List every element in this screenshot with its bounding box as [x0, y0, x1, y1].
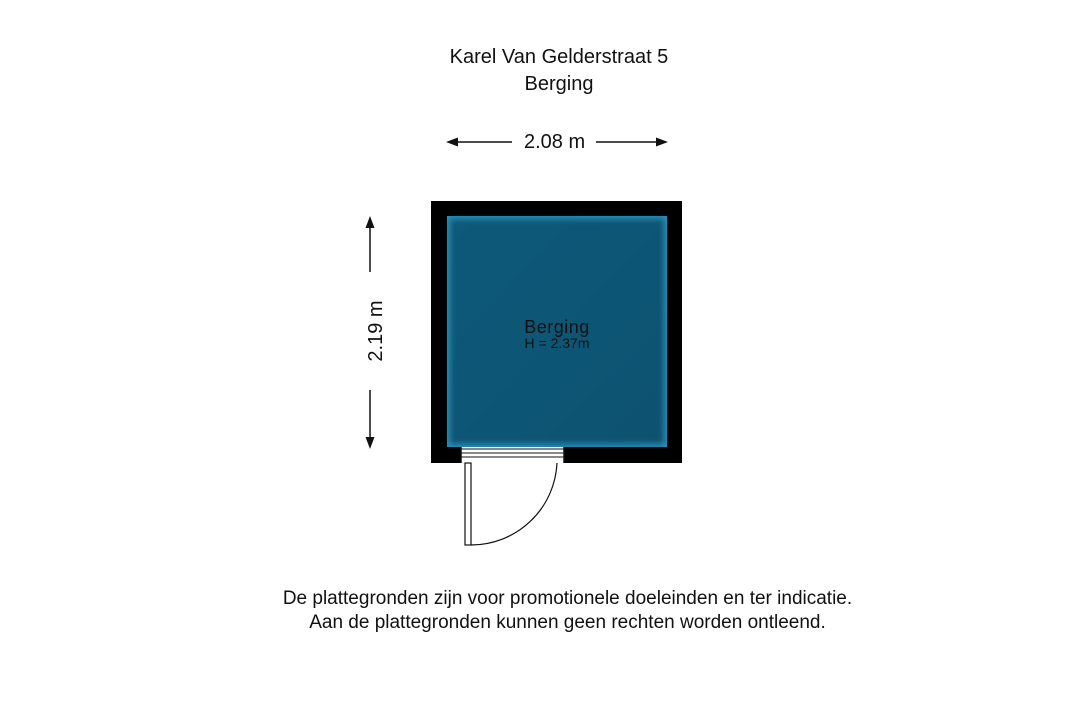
door-swing — [465, 463, 557, 545]
door-opening — [461, 447, 564, 463]
height-dimension-label: 2.19 m — [364, 272, 388, 390]
room-label — [447, 318, 667, 351]
disclaimer — [0, 587, 1080, 635]
room-name: Berging — [524, 317, 590, 337]
floor-title: Berging — [524, 73, 594, 95]
width-dimension-label: 2.08 m — [520, 130, 589, 154]
disclaimer-line-1: De plattegronden zijn voor promotionele doeleinden en ter indicatie. — [282, 588, 853, 609]
disclaimer-line-2: Aan de plattegronden kunnen geen rechten worden ontleend. — [309, 612, 826, 633]
room-ceiling-height: H = 2.37m — [524, 335, 590, 351]
address-title: Karel Van Gelderstraat 5 — [449, 46, 669, 68]
